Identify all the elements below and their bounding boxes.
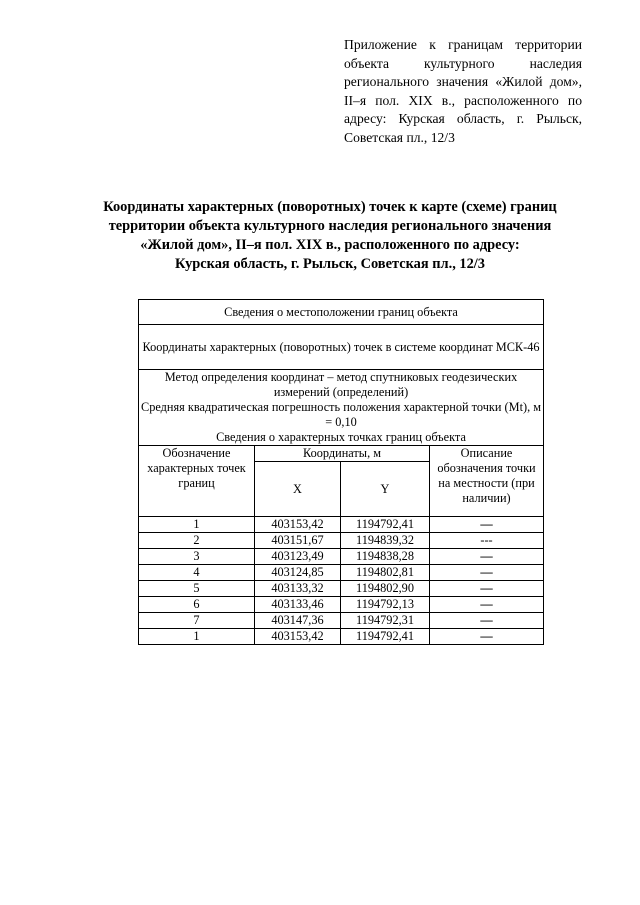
table-row xyxy=(139,597,544,613)
x-cell: 403133,46 xyxy=(255,597,341,613)
header-coordinates-text: Координаты, м xyxy=(303,446,381,460)
title-line-2: территории объекта культурного наследия регионального значения xyxy=(108,218,552,234)
section-system-cell xyxy=(139,325,544,370)
x-cell: 403133,32 xyxy=(255,581,341,597)
point-cell: 2 xyxy=(139,533,255,549)
point-cell: 5 xyxy=(139,581,255,597)
y-cell: 1194792,13 xyxy=(341,597,430,613)
header-y-text: Y xyxy=(380,481,390,496)
desc-cell: — xyxy=(430,549,544,565)
point-cell: 1 xyxy=(139,629,255,645)
header-point-name-text: Обозначение характерных точек границ xyxy=(147,446,246,490)
header-x xyxy=(255,462,341,517)
header-point-name xyxy=(139,446,255,517)
point-cell: 1 xyxy=(139,517,255,533)
points-info-text: Сведения о характерных точках границ объекта xyxy=(216,430,466,444)
section-location-cell xyxy=(139,300,544,325)
desc-cell: — xyxy=(430,517,544,533)
x-cell: 403153,42 xyxy=(255,517,341,533)
method-text: Метод определения координат – метод спутниковых геодезических измерений (определений) xyxy=(164,370,518,399)
annex-text: Приложение к границам территории объекта культурного наследия регионального значения «Жилой дом», II–я пол. XIX в., расположенного по адресу: Курская область, г. Рыльск, Советская пл., 12/3 xyxy=(344,37,582,145)
table-row xyxy=(139,629,544,645)
table-row xyxy=(139,517,544,533)
table-row xyxy=(139,565,544,581)
header-x-text: X xyxy=(293,481,302,496)
method-cell xyxy=(139,370,544,446)
desc-cell: — xyxy=(430,629,544,645)
annex-note xyxy=(344,36,582,147)
point-cell: 3 xyxy=(139,549,255,565)
table-row xyxy=(139,613,544,629)
title-line-1: Координаты характерных (поворотных) точек к карте (схеме) границ xyxy=(103,199,557,215)
header-description xyxy=(430,446,544,517)
header-description-text: Описание обозначения точки на местности (при наличии) xyxy=(437,446,536,505)
x-cell: 403151,67 xyxy=(255,533,341,549)
desc-cell: — xyxy=(430,565,544,581)
table-row xyxy=(139,533,544,549)
y-cell: 1194802,90 xyxy=(341,581,430,597)
accuracy-text: Средняя квадратическая погрешность положения характерной точки (Mt), м = 0,10 xyxy=(141,400,542,429)
x-cell: 403124,85 xyxy=(255,565,341,581)
document-title xyxy=(80,198,580,274)
y-cell: 1194792,31 xyxy=(341,613,430,629)
table-row xyxy=(139,581,544,597)
section-system: Координаты характерных (поворотных) точек в системе координат МСК-46 xyxy=(142,339,540,354)
x-cell: 403147,36 xyxy=(255,613,341,629)
header-y xyxy=(341,462,430,517)
section-location: Сведения о местоположении границ объекта xyxy=(224,304,458,319)
y-cell: 1194838,28 xyxy=(341,549,430,565)
y-cell: 1194792,41 xyxy=(341,629,430,645)
title-line-3: «Жилой дом», II–я пол. XIX в., расположенного по адресу: xyxy=(140,237,520,253)
y-cell: 1194792,41 xyxy=(341,517,430,533)
desc-cell: — xyxy=(430,581,544,597)
desc-cell: — xyxy=(430,613,544,629)
title-line-4: Курская область, г. Рыльск, Советская пл., 12/3 xyxy=(175,256,485,272)
y-cell: 1194802,81 xyxy=(341,565,430,581)
y-cell: 1194839,32 xyxy=(341,533,430,549)
point-cell: 4 xyxy=(139,565,255,581)
point-cell: 6 xyxy=(139,597,255,613)
x-cell: 403123,49 xyxy=(255,549,341,565)
desc-cell: --- xyxy=(430,533,544,549)
point-cell: 7 xyxy=(139,613,255,629)
table-row xyxy=(139,549,544,565)
header-coordinates xyxy=(255,446,430,462)
x-cell: 403153,42 xyxy=(255,629,341,645)
coordinates-table xyxy=(138,299,544,645)
desc-cell: — xyxy=(430,597,544,613)
